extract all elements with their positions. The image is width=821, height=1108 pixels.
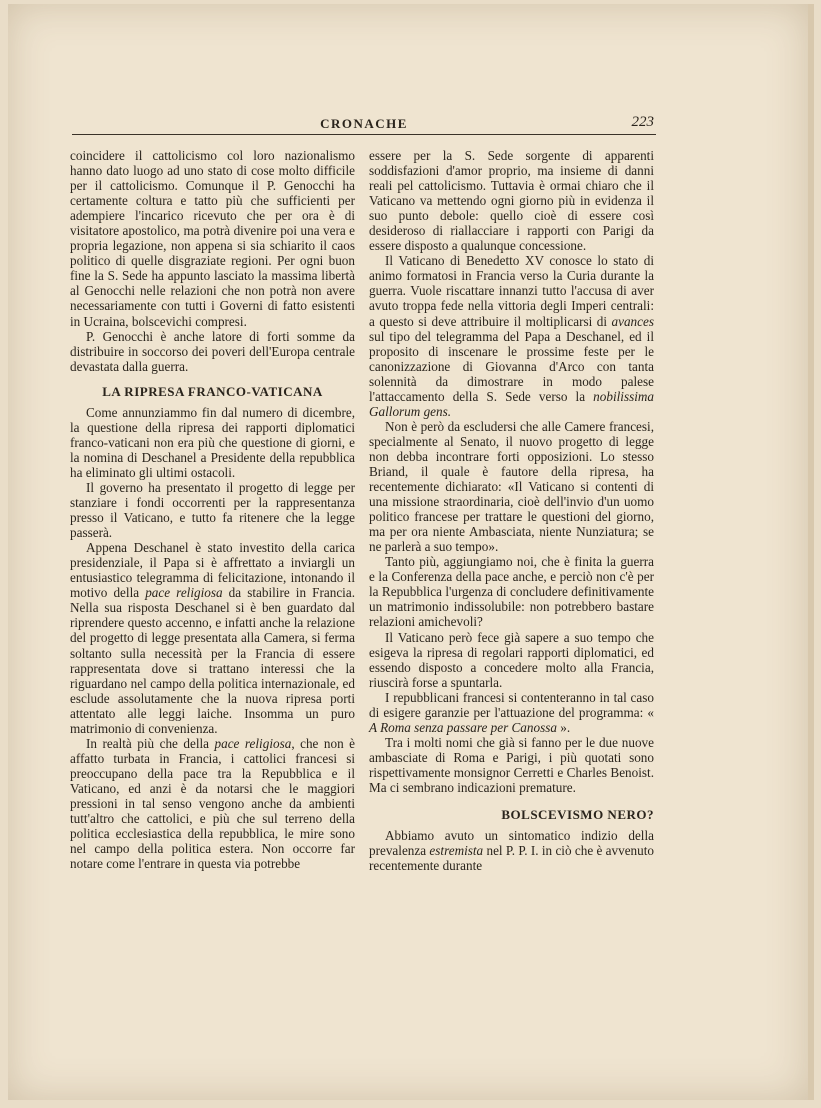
italic-phrase: nobilissima Gallorum gens. [369, 388, 654, 419]
text-run: sul tipo del telegramma del Papa a Deschanel, ed il proposito di inscenare le prossime feste per le canonizzazione di Giovanna d'Arco con tanta solennità da dimostrare in modo palese l'attaccamento della S. Sede verso la [369, 328, 654, 404]
text-run: I repubblicani francesi si contenteranno in tal caso di esigere garanzie per l'attuazione del programma: « [369, 689, 654, 720]
text-run: Abbiamo avuto un sintomatico indizio della prevalenza [369, 828, 654, 859]
text-run: da stabilire in Francia. Nella sua risposta Deschanel si è ben guardato dal riprendere questo accenno, e infatti anche la relazione del progetto di legge presentata alla Camera, si ferma soltanto sulla necessità per la Francia di essere rappresentata dove si trattano interessi che la riguardano nel campo della politica internazionale, ed esclude assolutamente che la nuova ripresa porti attentato alle leggi laiche. Insomma un puro matrimonio di convenienza. [70, 585, 355, 736]
running-title: CRONACHE [320, 116, 408, 131]
paragraph [369, 690, 654, 735]
italic-phrase: pace religiosa [145, 585, 223, 601]
text-run: In realtà più che della [86, 735, 215, 751]
paragraph: Il Vaticano però fece già sapere a suo tempo che esigeva la ripresa di regolari rapporti diplomatici, ed essendo disposto a concedere molto alla Francia, riuscirà forse a spuntarla. [369, 629, 654, 690]
text-run: ». [556, 719, 571, 735]
italic-phrase: estremista [429, 843, 484, 859]
header-rule [72, 134, 656, 135]
right-column [369, 148, 654, 873]
left-column [70, 148, 355, 871]
section-heading: LA RIPRESA FRANCO-VATICANA [102, 383, 323, 399]
page-number: 223 [631, 114, 654, 130]
paragraph: Non è però da escludersi che alle Camere francesi, specialmente al Senato, il nuovo progetto di legge non debba incontrare forti opposizioni. Lo stesso Briand, il quale è fautore della ripresa, ha recentemente dichiarato: «Il Vaticano si contenti di una missione straordinaria, cioè dell'invio d'un uomo politico francese per trattare le questioni del giorno, ma per ora niente Ambasciata, niente Nunziatura; se ne parlerà a suo tempo». [369, 418, 654, 555]
text-run: , che non è affatto turbata in Francia, i cattolici francesi si preoccupano della pace tra la Repubblica e il Vaticano, ed anzi è da notarsi che le maggiori pressioni in tal senso vengono anche da ambienti tutt'altro che cattolici, e più che sul terreno della politica ecclesiastica della repubblica, le mire sono nel campo della politica estera. Non occorre far notare come l'entrare in questa via potrebbe [70, 735, 356, 872]
paragraph: Tra i molti nomi che già si fanno per le due nuove ambasciate di Roma e Parigi, i più quotati sono rispettivamente monsignor Cerretti e Charles Benoist. Ma ci sembrano indicazioni premature. [369, 734, 654, 795]
paragraph: P. Genocchi è anche latore di forti somme da distribuire in soccorso dei poveri dell'Europa centrale devastata dalla guerra. [70, 328, 355, 374]
text-run: nel P. P. I. in ciò che è avvenuto recentemente durante [369, 843, 654, 874]
text-run: Appena Deschanel è stato investito della carica presidenziale, il Papa si è affrettato a inviargli un entusiastico telegramma di felicitazione, intonando il motivo della [70, 540, 355, 601]
section-heading: BOLSCEVISMO NERO? [501, 807, 654, 823]
paragraph [369, 828, 654, 873]
italic-phrase: A Roma senza passare per Canossa [369, 719, 557, 735]
italic-phrase: avances [611, 313, 654, 329]
paragraph: essere per la S. Sede sorgente di apparenti soddisfazioni d'amor proprio, ma insieme di danni reali pel cattolicismo. Tuttavia è ormai chiaro che il Vaticano va mettendo ogni giorno più in evidenza il suo punto debole: quello cioè di essere così desideroso di riallacciare i rapporti con Parigi da essere disposto a qualunque concessione. [369, 148, 654, 254]
page-header [72, 116, 656, 136]
paragraph [70, 540, 355, 736]
text-run: Il Vaticano di Benedetto XV conosce lo stato di animo formatosi in Francia verso la Curia durante la guerra. Vuole riscattare innanzi tutto l'accusa di aver avuto troppa fede nella vittoria degli Imperi centrali: a questo si deve attribuire il moltiplicarsi di [369, 253, 654, 329]
paragraph: coincidere il cattolicismo col loro nazionalismo hanno dato luogo ad uno stato di cose molto difficile per il cattolicismo. Comunque il P. Genocchi ha certamente coltura e tatto più che sufficienti per adempiere l'incarico ricevuto che per ora è di visitatore apostolico, ma potrà divenire poi una vera e propria legazione, non appena si sia schiarito il caos politico di quelle disgraziate regioni. Per ogni buon fine la S. Sede ha appunto lasciato la massima libertà al Genocchi nelle relazioni che non potrà non avere necessariamente con tutti i Governi di fatto esistenti in Ucraina, bolscevichi compresi. [70, 148, 355, 329]
paragraph: Tanto più, aggiungiamo noi, che è finita la guerra e la Conferenza della pace anche, e perciò non c'è per la Repubblica l'urgenza di concludere definitivamente un matrimonio indissolubile: non potrebbero bastare relazioni amichevoli? [369, 554, 654, 630]
paragraph [369, 253, 654, 419]
paragraph: Il governo ha presentato il progetto di legge per stanziare i fondi occorrenti per la rappresentanza presso il Vaticano, e tutto fa ritenere che la legge passerà. [70, 479, 355, 541]
paragraph: Come annunziammo fin dal numero di dicembre, la questione della ripresa dei rapporti diplomatici franco-vaticani non era più che questione di giorni, e la nomina di Deschanel a Presidente della repubblica ha eliminato gli ultimi ostacoli. [70, 404, 355, 480]
paragraph [70, 736, 355, 871]
italic-phrase: pace religiosa [214, 735, 292, 751]
